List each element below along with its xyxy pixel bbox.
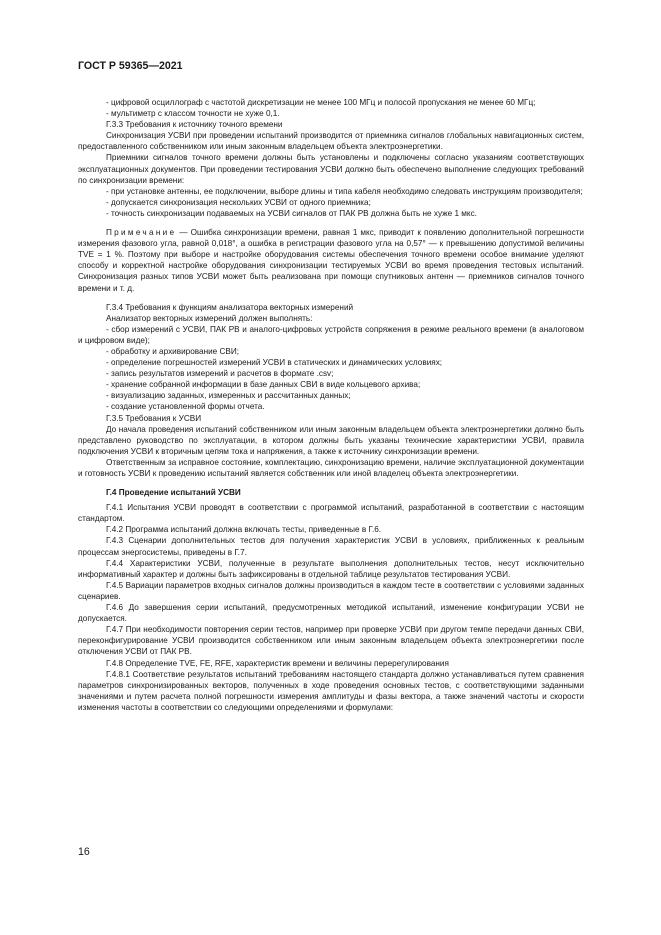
note-label: Примечание: [106, 228, 177, 238]
paragraph: Г.4.4 Характеристики УСВИ, полученные в результате выполнения дополнительных тестов, несут исключительно информативный характер и должны быть зафиксированы в отдельной таблице результатов тестирования УСВИ.: [78, 558, 584, 579]
section-heading: Г.3.4 Требования к функциям анализатора векторных измерений: [106, 302, 354, 312]
page-number: 16: [78, 846, 90, 858]
paragraph: Г.4.5 Вариации параметров входных сигналов должны производиться в каждом тесте в соответствии с условиями заданных сценариев.: [78, 580, 584, 601]
list-item: - создание установленной формы отчета.: [106, 402, 265, 412]
paragraph: - допускается синхронизация нескольких УСВИ от одного приемника;: [106, 197, 371, 207]
note-text: — Ошибка синхронизации времени, равная 1 мкс, приводит к появлению дополнительной погрешности измерения фазового угла, равной 0,018°, а ошибка в регистрации фазового угла на 0,57° — к превышению допустимой величины TVE = 1 %. Поэтому при выборе и настройке оборудования системы обеспечения точного времени особое внимание уделяют способу и корректной настройке оборудования синхронизации тестируемых УСВИ во время проведения тестовых испытаний. Синхронизация разных типов УСВИ может быть реализована при помощи спутниковых антенн — приемников сигналов точного времени и т. д.: [78, 228, 585, 293]
paragraph: - цифровой осциллограф с частотой дискретизации не менее 100 МГц и полосой пропускания не менее 60 МГц;: [106, 98, 536, 107]
paragraph: Г.4.6 До завершения серии испытаний, предусмотренных методикой испытаний, изменение конфигурации УСВИ не допускается.: [78, 603, 584, 624]
note: [78, 227, 584, 294]
paragraph: Г.4.1 Испытания УСВИ проводят в соответствии с программой испытаний, разработанной в соответствии с настоящим стандартом.: [78, 503, 584, 524]
paragraph: Г.4.2 Программа испытаний должна включать тесты, приведенные в Г.6.: [106, 525, 382, 535]
body-text: [78, 97, 584, 713]
paragraph: - при установке антенны, ее подключении, выборе длины и типа кабеля необходимо следовать инструкциям производителя;: [106, 186, 583, 196]
paragraph: До начала проведения испытаний собственником или иным законным владельцем объекта электроэнергетики должно быть представлено руководство по эксплуатации, в котором должны быть указаны технические характеристики УСВИ, правила подключения УСВИ к вторичным цепям тока и напряжения, а также к источнику синхронизации времени.: [78, 424, 584, 456]
section-heading-bold: Г.4 Проведение испытаний УСВИ: [106, 488, 241, 498]
list-item: - обработку и архивирование СВИ;: [106, 346, 240, 356]
paragraph: - мультиметр с классом точности не хуже 0,1.: [106, 109, 280, 119]
list-item: - сбор измерений с УСВИ, ПАК РВ и аналого-цифровых устройств сопряжения в режиме реального времени (в аналоговом и цифровом виде);: [78, 324, 584, 345]
paragraph: Ответственным за исправное состояние, комплектацию, синхронизацию времени, наличие эксплуатационной документации и готовность УСВИ к проведению испытаний является собственник или иной владелец объекта электроэнергетики.: [78, 457, 584, 478]
list-item: - визуализацию заданных, измеренных и рассчитанных данных;: [106, 391, 351, 401]
paragraph: Г.4.3 Сценарии дополнительных тестов для получения характеристик УСВИ в условиях, приближенных к реальным процессам энергосистемы, приведены в Г.7.: [78, 536, 584, 557]
paragraph: Г.4.8.1 Соответствие результатов испытаний требованиям настоящего стандарта должно устанавливаться путем сравнения параметров синхронизированных векторов, полученных в ходе проведения основных тестов, с соответствующими заданными значениями и путем расчета полной погрешности измерения амплитуды и фазы вектора, а также значений частоты и скорости изменения частоты в соответствии со следующими определениями и формулами:: [78, 669, 584, 712]
list-item: - хранение собранной информации в базе данных СВИ в виде кольцевого архива;: [106, 380, 421, 390]
paragraph: - точность синхронизации подаваемых на УСВИ сигналов от ПАК РВ должна быть не хуже 1 мкс.: [106, 208, 477, 218]
paragraph: Приемники сигналов точного времени должны быть установлены и подключены согласно указаниям соответствующих эксплуатационных документов. При проведении тестирования УСВИ должно быть обеспечено выполнение следующих требований по синхронизации времени:: [78, 153, 584, 185]
section-heading: Г.4.8 Определение TVE, FE, RFE, характеристик времени и величины перерегулирования: [106, 658, 449, 668]
paragraph: Г.4.7 При необходимости повторения серии тестов, например при проверке УСВИ при другом темпе передачи данных СВИ, переконфигурирование УСВИ производится собственником или иным законным владельцем объекта электроэнергетики после отключения УСВИ от ПАК РВ.: [78, 625, 584, 657]
list-item: - определение погрешностей измерений УСВИ в статических и динамических условиях;: [106, 358, 443, 368]
paragraph: Синхронизация УСВИ при проведении испытаний производится от приемника сигналов глобальных навигационных систем, предоставленного собственником или иным законным владельцем объекта электроэнергетики.: [78, 131, 584, 152]
section-heading: Г.3.5 Требования к УСВИ: [106, 413, 202, 423]
list-item: - запись результатов измерений и расчетов в формате .csv;: [106, 369, 334, 379]
document-header: ГОСТ Р 59365—2021: [78, 60, 183, 72]
section-heading: Г.3.3 Требования к источнику точного времени: [106, 120, 283, 130]
paragraph: Анализатор векторных измерений должен выполнять:: [106, 313, 313, 323]
